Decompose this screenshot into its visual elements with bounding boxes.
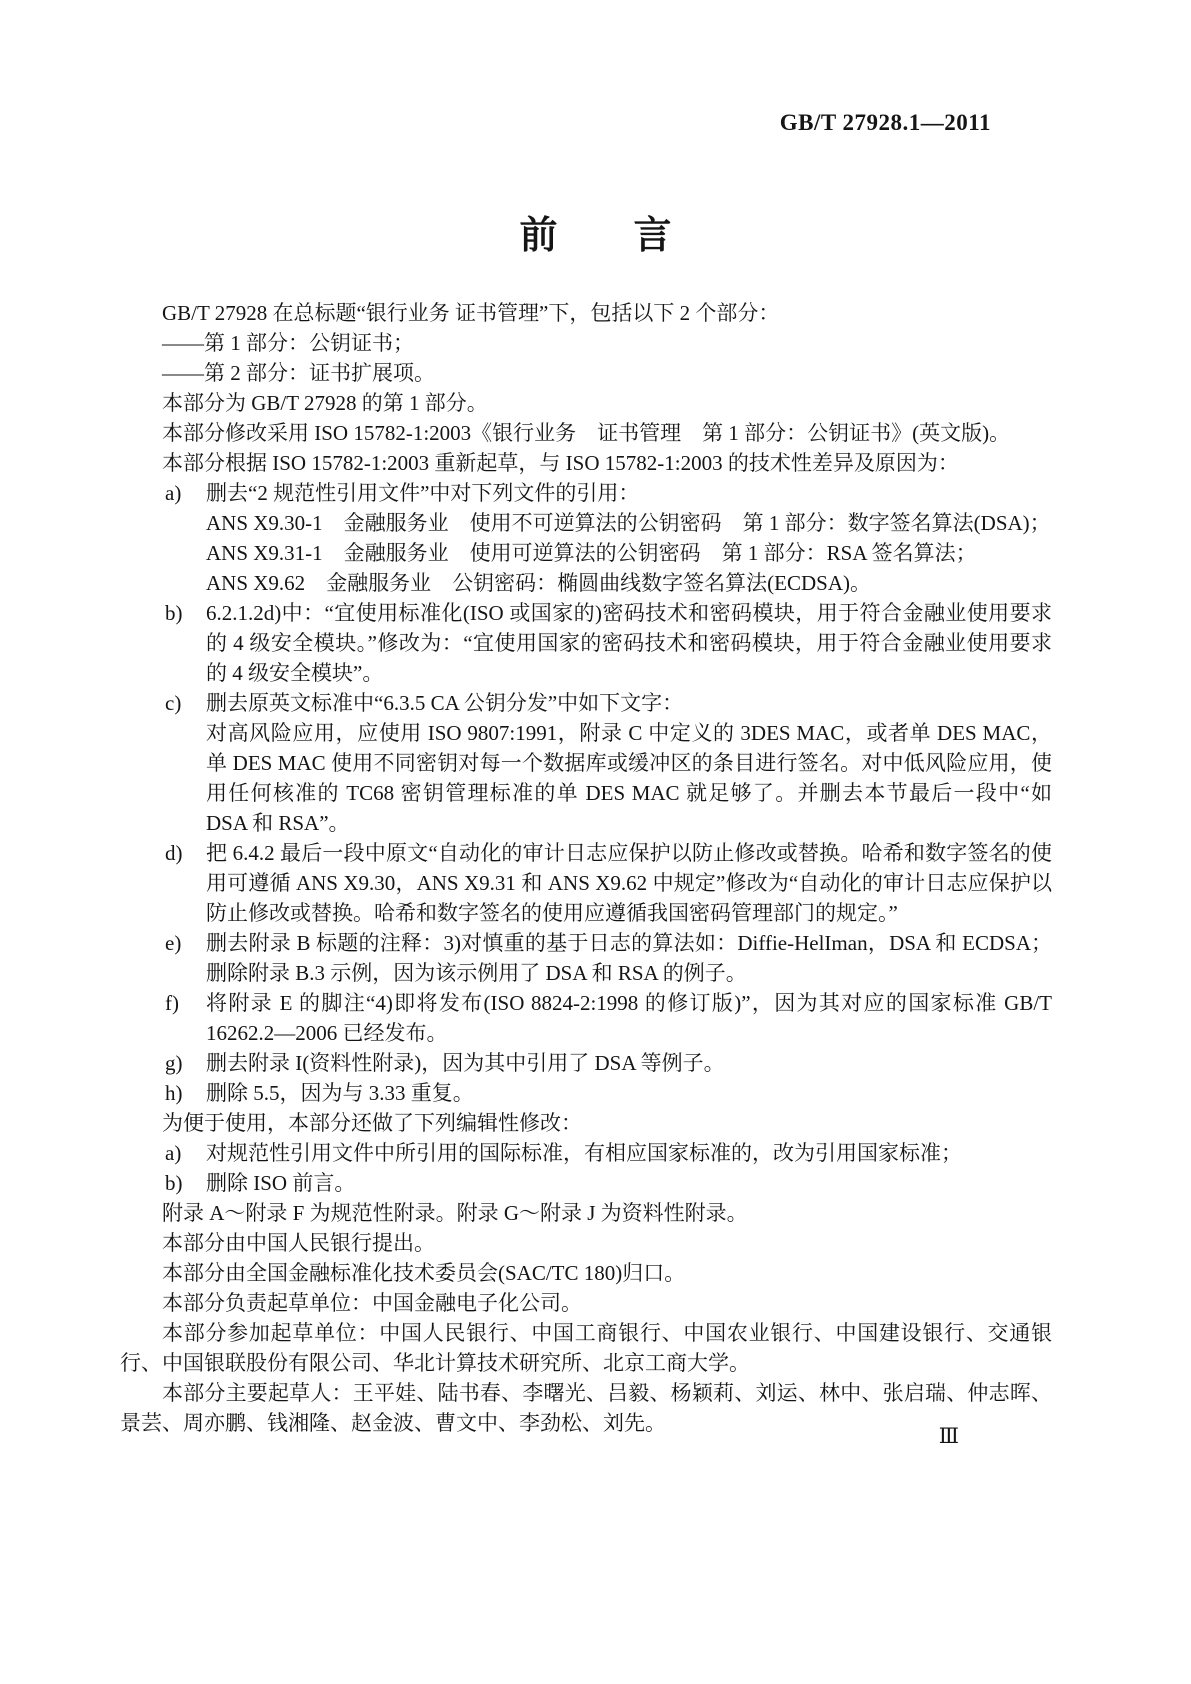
- paragraph: [120, 1198, 1052, 1228]
- paragraph: [120, 328, 1052, 358]
- paragraph-text: 附录 A～附录 F 为规范性附录。附录 G～附录 J 为资料性附录。: [162, 1201, 748, 1225]
- paragraph-text: 为便于使用，本部分还做了下列编辑性修改：: [162, 1111, 582, 1135]
- paragraph-text: ANS X9.30-1 金融服务业 使用不可逆算法的公钥密码 第 1 部分：数字签名算法(DSA)；: [206, 511, 1051, 535]
- paragraph: [120, 928, 1052, 988]
- paragraph: [120, 1048, 1052, 1078]
- page-number: Ⅲ: [938, 1424, 959, 1448]
- paragraph-text: 本部分由全国金融标准化技术委员会(SAC/TC 180)归口。: [162, 1261, 686, 1285]
- paragraph-text: ——第 2 部分：证书扩展项。: [162, 361, 435, 385]
- paragraph-text: 删去原英文标准中“6.3.5 CA 公钥分发”中如下文字：: [206, 691, 684, 715]
- paragraph-text: 删去附录 B 标题的注释：3)对慎重的基于日志的算法如：Diffie-HelIman，DSA 和 ECDSA；删除附录 B.3 示例，因为该示例用了 DSA 和 RSA 的例子。: [206, 931, 1052, 985]
- paragraph: [120, 478, 1052, 508]
- paragraph: [120, 418, 1052, 448]
- paragraph-text: 把 6.4.2 最后一段中原文“自动化的审计日志应保护以防止修改或替换。哈希和数字签名的使用可遵循 ANS X9.30，ANS X9.31 和 ANS X9.62 中规定”修改为“自动化的审计日志应保护以防止修改或替换。哈希和数字签名的使用应遵循我国密码管理部门的规定。”: [206, 841, 1052, 925]
- paragraph-text: 本部分主要起草人：王平娃、陆书春、李曙光、吕毅、杨颖莉、刘运、林中、张启瑞、仲志晖、景芸、周亦鹏、钱湘隆、赵金波、曹文中、李劲松、刘先。: [120, 1381, 1052, 1435]
- paragraph-text: 对高风险应用，应使用 ISO 9807:1991，附录 C 中定义的 3DES MAC，或者单 DES MAC，单 DES MAC 使用不同密钥对每一个数据库或缓冲区的条目进行签名。对中低风险应用，使用任何核准的 TC68 密钥管理标准的单 DES MAC 就足够了。并删去本节最后一段中“如 DSA 和 RSA”。: [206, 721, 1052, 835]
- paragraph-text: 本部分为 GB/T 27928 的第 1 部分。: [162, 391, 488, 415]
- paragraph: [120, 988, 1052, 1048]
- paragraph: [120, 1378, 1052, 1438]
- paragraph-text: 本部分参加起草单位：中国人民银行、中国工商银行、中国农业银行、中国建设银行、交通银行、中国银联股份有限公司、华北计算技术研究所、北京工商大学。: [120, 1321, 1052, 1375]
- list-label: b): [165, 1171, 183, 1195]
- paragraph: [120, 1108, 1052, 1138]
- list-label: b): [165, 601, 183, 625]
- list-label: f): [165, 991, 179, 1015]
- paragraph: [120, 388, 1052, 418]
- paragraph-text: ANS X9.31-1 金融服务业 使用可逆算法的公钥密码 第 1 部分：RSA 签名算法；: [206, 541, 977, 565]
- paragraph-text: 本部分负责起草单位：中国金融电子化公司。: [162, 1291, 582, 1315]
- paragraph-text: 删除 5.5，因为与 3.33 重复。: [206, 1081, 474, 1105]
- paragraph-text: 本部分根据 ISO 15782-1:2003 重新起草，与 ISO 15782-1:2003 的技术性差异及原因为：: [162, 451, 959, 475]
- paragraph: [120, 1078, 1052, 1108]
- paragraph: [120, 538, 1052, 568]
- paragraph: [120, 1228, 1052, 1258]
- paragraph-text: ANS X9.62 金融服务业 公钥密码：椭圆曲线数字签名算法(ECDSA)。: [206, 571, 872, 595]
- paragraph-text: 本部分由中国人民银行提出。: [162, 1231, 435, 1255]
- paragraph: [120, 1288, 1052, 1318]
- paragraph-text: 删除 ISO 前言。: [206, 1171, 356, 1195]
- list-label: d): [165, 841, 183, 865]
- list-label: a): [165, 1141, 182, 1165]
- list-label: c): [165, 691, 182, 715]
- paragraph-text: 6.2.1.2d)中：“宜使用标准化(ISO 或国家的)密码技术和密码模块，用于符合金融业使用要求的 4 级安全模块。”修改为：“宜使用国家的密码技术和密码模块，用于符合金融业使用要求的 4 级安全模块”。: [206, 601, 1052, 685]
- paragraph: [120, 448, 1052, 478]
- paragraph: [120, 598, 1052, 688]
- paragraph: [120, 358, 1052, 388]
- paragraph: [120, 1168, 1052, 1198]
- paragraph-text: GB/T 27928 在总标题“银行业务 证书管理”下，包括以下 2 个部分：: [162, 301, 780, 325]
- paragraph: [120, 508, 1052, 538]
- paragraph-text: 将附录 E 的脚注“4)即将发布(ISO 8824-2:1998 的修订版)”，因为其对应的国家标准 GB/T 16262.2—2006 已经发布。: [206, 991, 1052, 1045]
- paragraph: [120, 718, 1052, 838]
- page-title: 前 言: [519, 215, 672, 257]
- list-label: h): [165, 1081, 183, 1105]
- paragraph: [120, 1258, 1052, 1288]
- paragraph: [120, 838, 1052, 928]
- paragraph-text: ——第 1 部分：公钥证书；: [162, 331, 414, 355]
- paragraph: [120, 568, 1052, 598]
- paragraph: [120, 1318, 1052, 1378]
- paragraph-text: 删去附录 I(资料性附录)，因为其中引用了 DSA 等例子。: [206, 1051, 725, 1075]
- paragraph-text: 对规范性引用文件中所引用的国际标准，有相应国家标准的，改为引用国家标准；: [206, 1141, 962, 1165]
- list-label: g): [165, 1051, 183, 1075]
- document-body: [120, 298, 1052, 1438]
- list-label: a): [165, 481, 182, 505]
- list-label: e): [165, 931, 182, 955]
- paragraph-text: 本部分修改采用 ISO 15782-1:2003《银行业务 证书管理 第 1 部分：公钥证书》(英文版)。: [162, 421, 1011, 445]
- paragraph: [120, 688, 1052, 718]
- paragraph: [120, 1138, 1052, 1168]
- paragraph: [120, 298, 1052, 328]
- paragraph-text: 删去“2 规范性引用文件”中对下列文件的引用：: [206, 481, 640, 505]
- standard-code: GB/T 27928.1—2011: [779, 110, 991, 135]
